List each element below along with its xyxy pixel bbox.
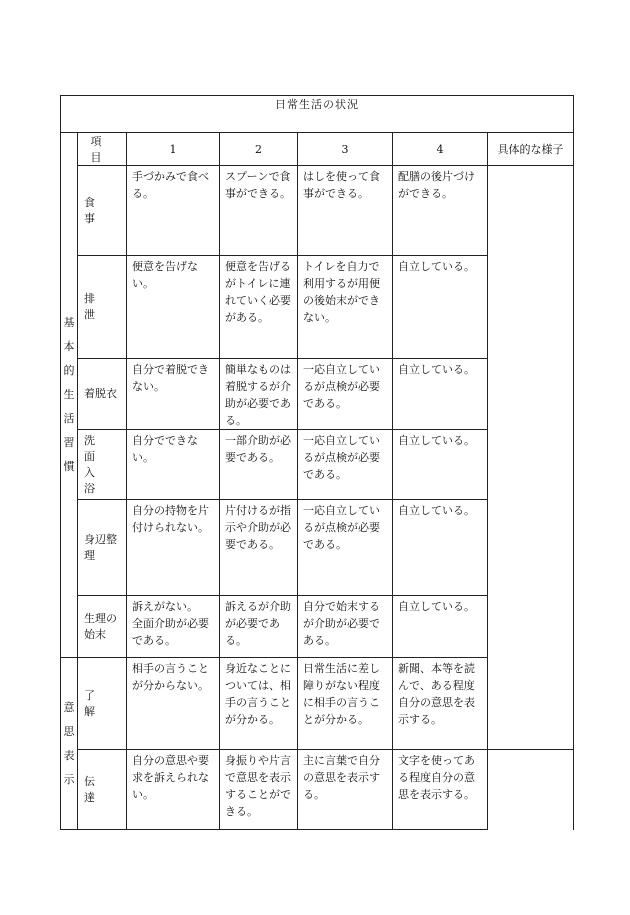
level-3-cell: 一応自立しているが点検が必要である。 (298, 500, 393, 596)
level-3-cell: 主に言葉で自分の意思を表示する。 (298, 750, 393, 830)
item-label: 排 泄 (78, 256, 127, 359)
level-3-cell: 一応自立しているが点検が必要である。 (298, 359, 393, 430)
level-1-cell: 自分の持物を片付けられない。 (127, 500, 220, 596)
level-1-line-a: 訴えがない。 (132, 600, 198, 613)
level-4-cell: 文字を使ってある程度自分の意思を表示する。 (393, 750, 488, 830)
level-1-cell: 自分の意思や要求を訴えられない。 (127, 750, 220, 830)
header-level-4: 4 (393, 133, 488, 166)
level-2-cell: 身振りや片言で意思を表示することができる。 (220, 750, 298, 830)
detail-cell-basic (488, 166, 574, 750)
item-label: 身辺整理 (78, 500, 127, 596)
level-2-cell: 便意を告げるがトイレに連れていく必要がある。 (220, 256, 298, 359)
item-label: 了 解 (78, 658, 127, 750)
header-detail: 具体的な様子 (488, 133, 574, 166)
item-label: 洗 面 入 浴 (78, 430, 127, 500)
level-1-cell: 便意を告げない。 (127, 256, 220, 359)
group-basic-label: 基本的生活習慣 (63, 316, 75, 473)
level-4-cell: 自立している。 (393, 500, 488, 596)
level-1-line-b: 全面介助が必要である。 (132, 617, 209, 647)
level-3-cell: はしを使って食事ができる。 (298, 166, 393, 256)
level-2-cell: スプーンで食事ができる。 (220, 166, 298, 256)
header-row (61, 133, 574, 166)
item-label: 着脱衣 (78, 359, 127, 430)
level-2-cell: 一部介助が必要である。 (220, 430, 298, 500)
level-2-cell: 訴えるが介助が必要である。 (220, 596, 298, 658)
level-4-cell: 新聞、本等を読んで、ある程度自分の意思を表示する。 (393, 658, 488, 750)
group-communication (61, 658, 78, 830)
group-basic-habits (61, 133, 78, 658)
level-4-cell: 配膳の後片づけができる。 (393, 166, 488, 256)
table-title: 日常生活の状況 (61, 96, 574, 133)
level-3-cell: 自分で始末するが介助が必要である。 (298, 596, 393, 658)
item-label: 伝 達 (78, 750, 127, 830)
level-2-cell: 片付けるが指示や介助が必要である。 (220, 500, 298, 596)
header-level-1: 1 (127, 133, 220, 166)
header-level-2: 2 (220, 133, 298, 166)
level-1-cell: 相手の言うことが分からない。 (127, 658, 220, 750)
level-3-cell: トイレを自力で利用するが用便の後始末ができない。 (298, 256, 393, 359)
level-2-cell: 身近なことについては、相手の言うことが分かる。 (220, 658, 298, 750)
header-level-3: 3 (298, 133, 393, 166)
level-3-cell: 一応自立しているが点検が必要である。 (298, 430, 393, 500)
level-3-cell: 日常生活に差し障りがない程度に相手の言うことが分かる。 (298, 658, 393, 750)
table-row (61, 166, 574, 256)
daily-life-table (60, 95, 574, 830)
level-4-cell: 自立している。 (393, 430, 488, 500)
header-item: 項 目 (78, 133, 127, 166)
table-row (61, 750, 574, 830)
level-1-cell (127, 596, 220, 658)
level-1-cell: 自分で着脱できない。 (127, 359, 220, 430)
level-4-cell: 自立している。 (393, 359, 488, 430)
level-4-cell: 自立している。 (393, 256, 488, 359)
item-label: 食 事 (78, 166, 127, 256)
level-2-cell: 簡単なものは着脱するが介助が必要である。 (220, 359, 298, 430)
group-communication-label: 意思表示 (63, 700, 75, 786)
item-label: 生理の始末 (78, 596, 127, 658)
level-1-cell: 自分でできない。 (127, 430, 220, 500)
level-4-cell: 自立している。 (393, 596, 488, 658)
level-1-cell: 手づかみで食べる。 (127, 166, 220, 256)
